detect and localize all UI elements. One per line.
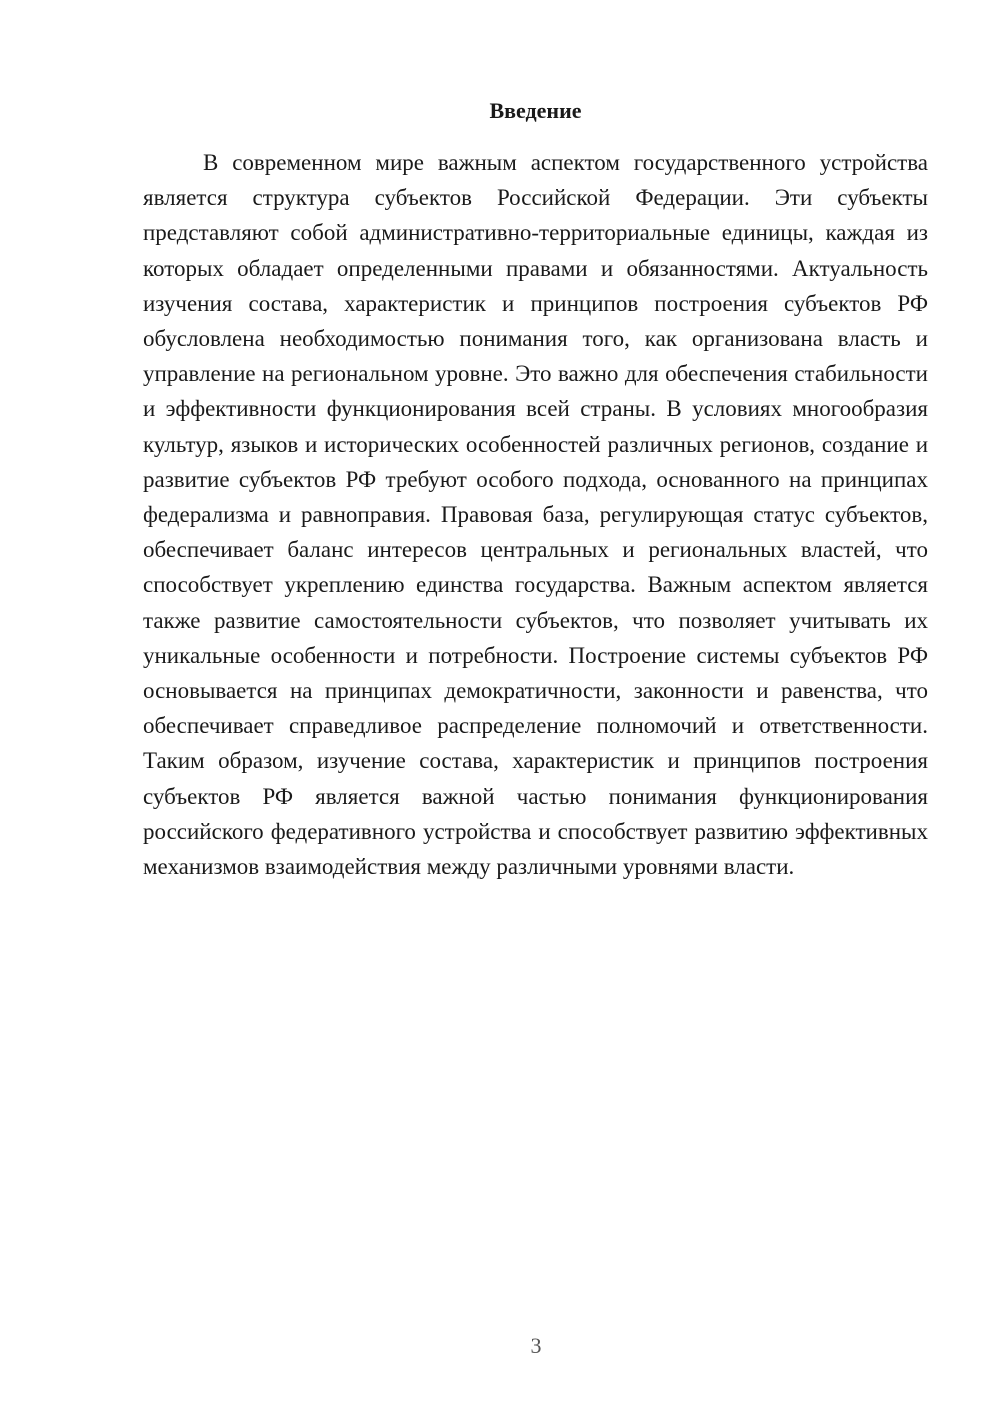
- page-number: 3: [530, 1333, 542, 1358]
- body-paragraph: В современном мире важным аспектом государственного устройства является структура субъектов Российской Федерации. Эти субъекты представляют собой административно-территориальные единицы, каждая из которых обладает определенными правами и обязанностями. Актуальность изучения состава, характеристик и принципов построения субъектов РФ обусловлена необходимостью понимания того, как организована власть и управление на региональном уровне. Это важно для обеспечения стабильности и эффективности функционирования всей страны. В условиях многообразия культур, языков и исторических особенностей различных регионов, создание и развитие субъектов РФ требуют особого подхода, основанного на принципах федерализма и равноправия. Правовая база, регулирующая статус субъектов, обеспечивает баланс интересов центральных и региональных властей, что способствует укреплению единства государства. Важным аспектом является также развитие самостоятельности субъектов, что позволяет учитывать их уникальные особенности и потребности. Построение системы субъектов РФ основывается на принципах демократичности, законности и равенства, что обеспечивает справедливое распределение полномочий и ответственности. Таким образом, изучение состава, характеристик и принципов построения субъектов РФ является важной частью понимания функционирования российского федеративного устройства и способствует развитию эффективных механизмов взаимодействия между различными уровнями власти.: [143, 150, 928, 880]
- section-heading: Введение: [489, 98, 582, 123]
